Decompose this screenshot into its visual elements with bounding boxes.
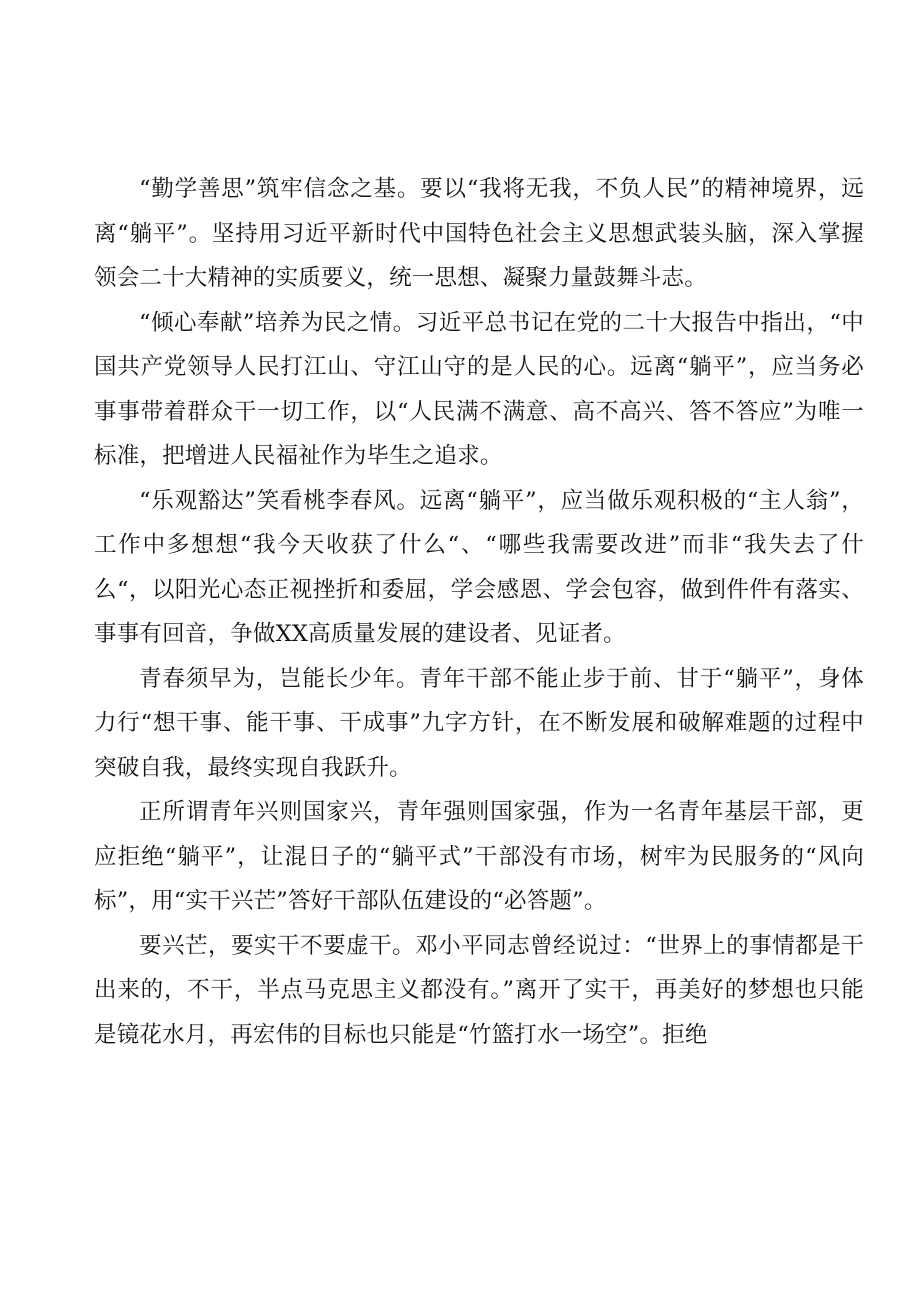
paragraph-optimism: “乐观豁达”笑看桃李春风。远离“躺平”，应当做乐观积极的“主人翁”，工作中多想想“我今天收获了什么“、“哪些我需要改进”而非“我失去了什么“，以阳光心态正视挫折和委屈，学会感恩、学会包容，做到件件有落实、事事有回音，争做XX高质量发展的建设者、见证者。 <box>94 487 864 647</box>
paragraph-study: “勤学善思”筑牢信念之基。要以“我将无我，不负人民”的精神境界，远离“躺平”。坚持用习近平新时代中国特色社会主义思想武装头脑，深入掌握领会二十大精神的实质要义，统一思想、凝聚力量鼓舞斗志。 <box>94 176 864 291</box>
paragraph-reject-lying-flat: 正所谓青年兴则国家兴，青年强则国家强，作为一名青年基层干部，更应拒绝“躺平”，让混日子的“躺平式”干部没有市场，树牢为民服务的“风向标”，用“实干兴芒”答好干部队伍建设的“必答题”。 <box>94 799 864 914</box>
paragraph-youth: 青春须早为，岂能长少年。青年干部不能止步于前、甘于“躺平”，身体力行“想干事、能干事、干成事”九字方针，在不断发展和破解难题的过程中突破自我，最终实现自我跃升。 <box>94 665 864 781</box>
document-body <box>94 167 864 1057</box>
paragraph-hard-work: 要兴芒，要实干不要虚干。邓小平同志曾经说过：“世界上的事情都是干出来的，不干，半点马克思主义都没有。”离开了实干，再美好的梦想也只能是镜花水月，再宏伟的目标也只能是“竹篮打水一场空”。拒绝 <box>94 932 864 1048</box>
paragraph-devotion: “倾心奉献”培养为民之情。习近平总书记在党的二十大报告中指出，“中国共产党领导人民打江山、守江山守的是人民的心。远离“躺平”，应当务必事事带着群众干一切工作，以“人民满不满意、高不高兴、答不答应”为唯一标准，把增进人民福祉作为毕生之追求。 <box>94 309 864 469</box>
